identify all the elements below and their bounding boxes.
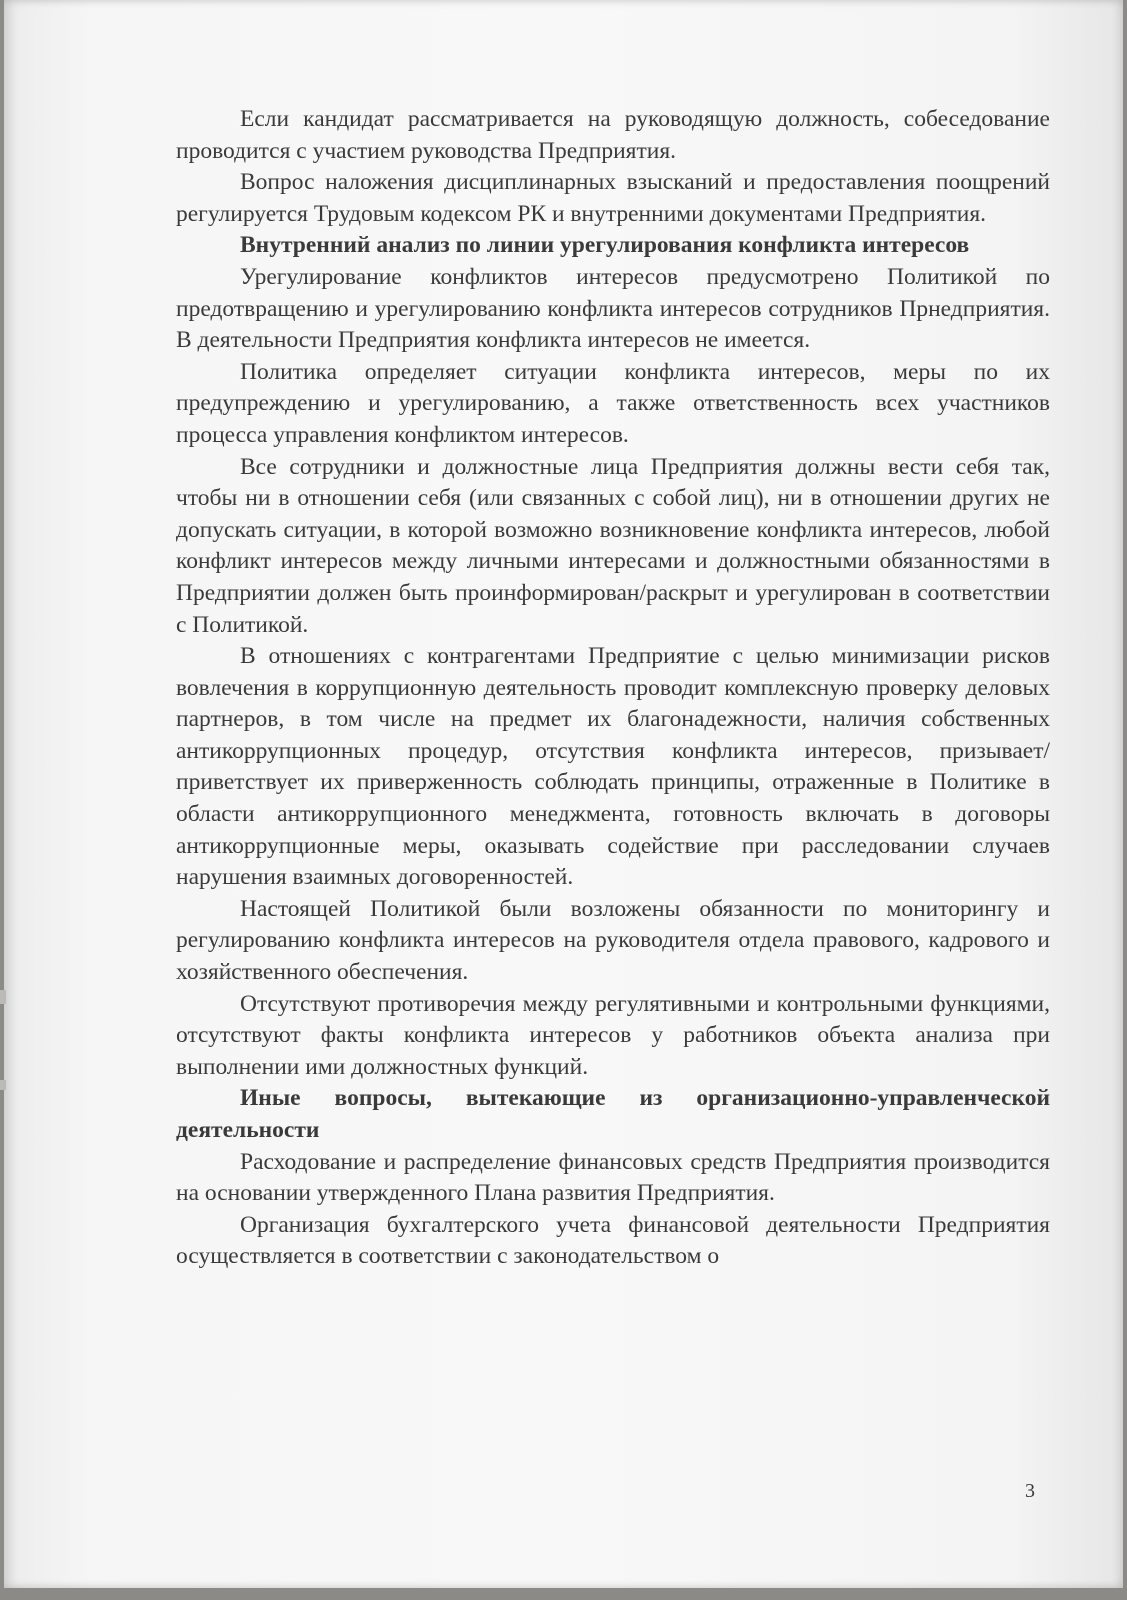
paragraph-no-contradictions: Отсутствуют противоречия между регулятивными и контрольными функциями, отсутствуют факты конфликта интересов у работников объекта анализа при выполнении ими должностных функций. <box>176 990 1050 1080</box>
scan-edge-mark <box>0 1080 6 1090</box>
section-heading-conflict-of-interest: Внутренний анализ по линии урегулирования конфликта интересов <box>240 232 970 259</box>
paragraph-counterparties: В отношениях с контрагентами Предприятие с целью минимизации рисков вовлечения в коррупционную деятельность проводит комплексную проверку деловых партнеров, в том числе на предмет их благонадежности, наличия собственных антикоррупционных процедур, отсутствия конфликта интересов, призывает/приветствует их приверженность соблюдать принципы, отраженные в Политике в области антикоррупционного менеджмента, готовность включать в договоры антикоррупционные меры, оказывать содействие при расследовании случаев нарушения взаимных договоренностей. <box>176 643 1050 891</box>
section-heading-other-issues: Иные вопросы, вытекающие из организационно-управленческой деятельности <box>176 1085 1050 1143</box>
paragraph-accounting: Организация бухгалтерского учета финансовой деятельности Предприятия осуществляется в соответствии с законодательством о <box>176 1211 1050 1270</box>
paragraph-employee-conduct: Все сотрудники и должностные лица Предприятия должны вести себя так, чтобы ни в отношении себя (или связанных с собой лиц), ни в отношении других не допускать ситуации, в которой возможно возникновение конфликта интересов, любой конфликт интересов между личными интересами и должностными обязанностями в Предприятии должен быть проинформирован/раскрыт и урегулирован в соответствии с Политикой. <box>176 453 1050 638</box>
document-body <box>176 104 1050 1273</box>
paragraph-policy-defines: Политика определяет ситуации конфликта интересов, меры по их предупреждению и урегулированию, а также ответственность всех участников процесса управления конфликтом интересов. <box>176 358 1050 448</box>
paragraph-management-interview: Если кандидат рассматривается на руководящую должность, собеседование проводится с участием руководства Предприятия. <box>176 106 1050 164</box>
scan-edge-mark <box>0 990 6 1004</box>
document-page <box>4 0 1123 1588</box>
paragraph-responsibilities: Настоящей Политикой были возложены обязанности по мониторингу и регулированию конфликта интересов на руководителя отдела правового, кадрового и хозяйственного обеспечения. <box>176 895 1050 986</box>
paragraph-disciplinary-measures: Вопрос наложения дисциплинарных взысканий и предоставления поощрений регулируется Трудовым кодексом РК и внутренними документами Предприятия. <box>176 169 1050 227</box>
paragraph-financial-spending: Расходование и распределение финансовых средств Предприятия производится на основании утвержденного Плана развития Предприятия. <box>176 1148 1050 1207</box>
page-number: 3 <box>1025 1480 1035 1502</box>
paragraph-conflict-policy: Урегулирование конфликтов интересов предусмотрено Политикой по предотвращению и урегулированию конфликта интересов сотрудников Прнедприятия. В деятельности Предприятия конфликта интересов не имеется. <box>176 263 1050 354</box>
